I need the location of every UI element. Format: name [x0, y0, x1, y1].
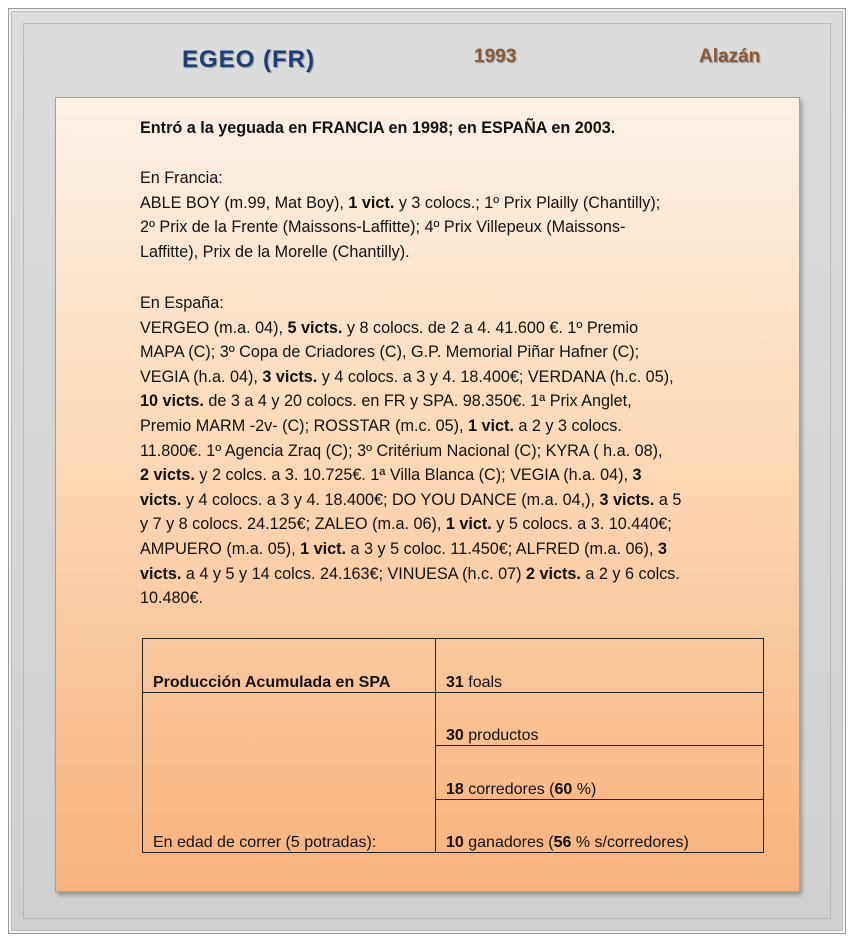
france-heading: En Francia:: [140, 169, 223, 187]
spain-heading: En España:: [140, 294, 224, 312]
france-line: Laffitte), Prix de la Morelle (Chantilly).: [140, 242, 410, 261]
production-table: [142, 638, 764, 853]
france-line: 2º Prix de la Frente (Maissons-Laffitte); 4º Prix Villepeux (Maissons-: [140, 218, 626, 237]
products-cell: 30 productos: [436, 692, 764, 746]
france-line: ABLE BOY (m.99, Mat Boy), 1 vict. y 3 colocs.; 1º Prix Plailly (Chantilly);: [140, 193, 661, 212]
table-row: [143, 639, 764, 693]
intro-text: Entró a la yeguada en FRANCIA en 1998; en ESPAÑA en 2003.: [140, 119, 616, 137]
france-section: [140, 166, 760, 264]
spain-line: VERGEO (m.a. 04), 5 victs. y 8 colocs. de 2 a 4. 41.600 €. 1º Premio: [140, 318, 639, 337]
spain-line: MAPA (C); 3º Copa de Criadores (C), G.P. Memorial Piñar Hafner (C);: [140, 343, 640, 362]
racing-age-label-cell: En edad de correr (5 potradas):: [143, 692, 436, 853]
production-label-cell: Producción Acumulada en SPA: [143, 639, 436, 693]
spain-line: 2 victs. y 2 colcs. a 3. 10.725€. 1ª Villa Blanca (C); VEGIA (h.a. 04), 3: [140, 466, 642, 485]
spain-line: AMPUERO (m.a. 05), 1 vict. a 3 y 5 coloc. 11.450€; ALFRED (m.a. 06), 3: [140, 539, 667, 558]
spain-line: VEGIA (h.a. 04), 3 victs. y 4 colocs. a 3 y 4. 18.400€; VERDANA (h.c. 05),: [140, 367, 674, 386]
spain-line: 11.800€. 1º Agencia Zraq (C); 3º Critérium Nacional (C); KYRA ( h.a. 08),: [140, 441, 663, 460]
foals-cell: 31 foals: [436, 639, 764, 693]
spain-line: victs. a 4 y 5 y 14 colcs. 24.163€; VINUESA (h.c. 07) 2 victs. a 2 y 6 colcs.: [140, 564, 680, 583]
spain-line: Premio MARM -2v- (C); ROSSTAR (m.c. 05), 1 vict. a 2 y 3 colocs.: [140, 416, 622, 435]
runners-cell: 18 corredores (60 %): [436, 746, 764, 800]
horse-name: EGEO (FR): [182, 46, 315, 73]
spain-line: victs. y 4 colocs. a 3 y 4. 18.400€; DO YOU DANCE (m.a. 04,), 3 victs. a 5: [140, 490, 682, 509]
spain-line: 10 victs. de 3 a 4 y 20 colocs. en FR y SPA. 98.350€. 1ª Prix Anglet,: [140, 392, 632, 411]
winners-cell: 10 ganadores (56 % s/corredores): [436, 799, 764, 853]
spain-line: 10.480€.: [140, 589, 204, 608]
birth-year: 1993: [474, 46, 517, 67]
spain-line: y 7 y 8 colocs. 24.125€; ZALEO (m.a. 06), 1 vict. y 5 colocs. a 3. 10.440€;: [140, 515, 672, 534]
table-row: [143, 692, 764, 746]
coat-color: Alazán: [699, 46, 761, 67]
spain-section: [140, 291, 760, 611]
